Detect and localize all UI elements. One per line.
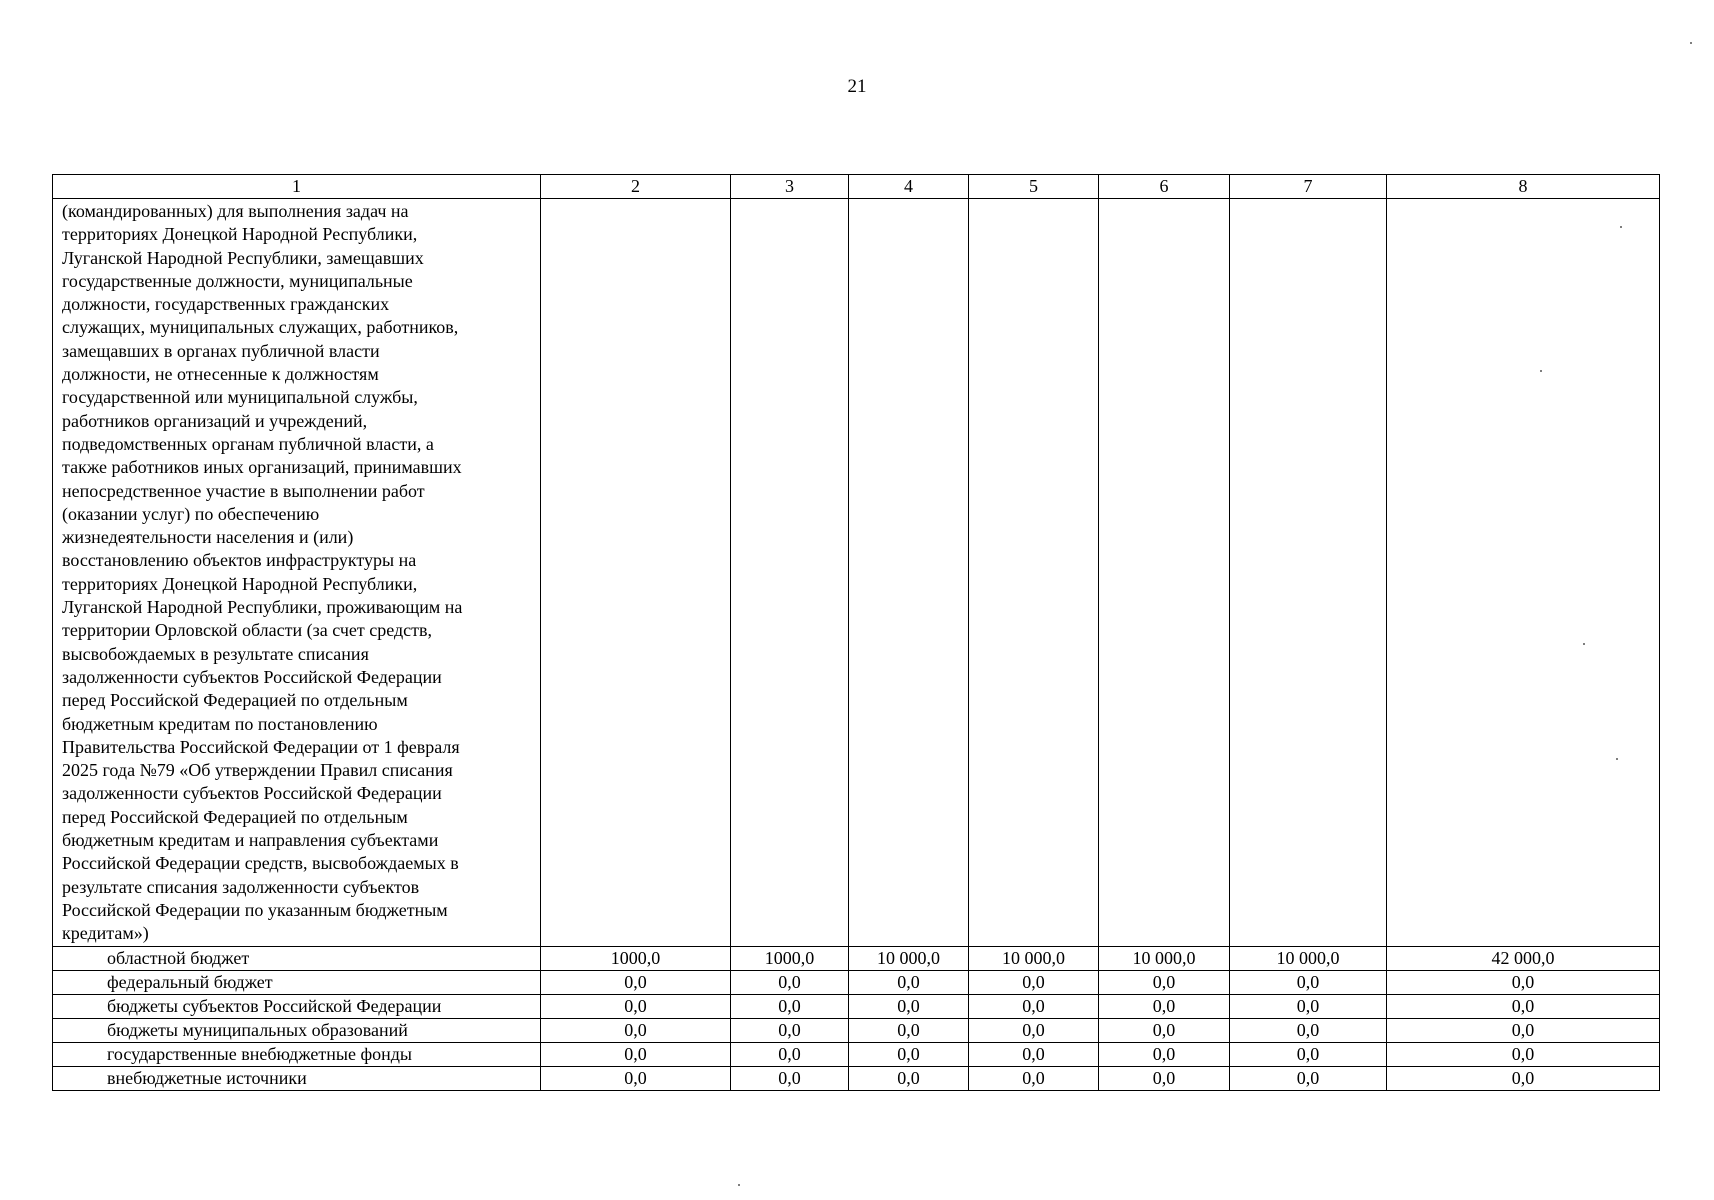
scan-speck <box>1690 42 1692 44</box>
table-cell: 10 000,0 <box>969 946 1099 970</box>
table-cell: 0,0 <box>731 1042 849 1066</box>
description-line: (оказании услуг) по обеспечению <box>62 503 320 524</box>
table-cell: 0,0 <box>1387 994 1660 1018</box>
column-header-5: 5 <box>969 175 1099 199</box>
description-line: работников организаций и учреждений, <box>62 410 368 431</box>
table-cell: 0,0 <box>1387 1018 1660 1042</box>
table-cell: 0,0 <box>1099 970 1230 994</box>
table-cell: 0,0 <box>731 1066 849 1090</box>
description-line: восстановлению объектов инфраструктуры на <box>62 550 417 571</box>
funding-source-label: внебюджетные источники <box>53 1066 541 1090</box>
table-cell: 0,0 <box>849 1018 969 1042</box>
description-line: должности, не отнесенные к должностям <box>62 364 379 385</box>
table-cell: 0,0 <box>849 970 969 994</box>
table-cell: 0,0 <box>1099 1018 1230 1042</box>
description-line: перед Российской Федерацией по отдельным <box>62 690 408 711</box>
column-header-3: 3 <box>731 175 849 199</box>
budget-table-container <box>52 174 1659 1091</box>
table-cell: 0,0 <box>541 994 731 1018</box>
scan-speck <box>1620 226 1622 228</box>
description-line: непосредственное участие в выполнении работ <box>62 480 425 501</box>
table-cell: 0,0 <box>969 994 1099 1018</box>
table-cell: 0,0 <box>849 994 969 1018</box>
empty-cell <box>969 199 1099 947</box>
column-header-1: 1 <box>53 175 541 199</box>
table-cell: 10 000,0 <box>849 946 969 970</box>
description-line: Луганской Народной Республики, замещавших <box>62 247 424 268</box>
table-row <box>53 994 1660 1018</box>
table-cell: 0,0 <box>731 970 849 994</box>
funding-source-label: бюджеты субъектов Российской Федерации <box>53 994 541 1018</box>
description-line: подведомственных органам публичной власти, а <box>62 433 434 454</box>
table-cell: 0,0 <box>969 1018 1099 1042</box>
description-line: бюджетным кредитам по постановлению <box>62 713 378 734</box>
empty-cell <box>849 199 969 947</box>
description-line: результате списания задолженности субъектов <box>62 876 420 897</box>
table-cell: 0,0 <box>1230 1018 1387 1042</box>
description-line: территориях Донецкой Народной Республики, <box>62 224 418 245</box>
description-line: территориях Донецкой Народной Республики, <box>62 573 418 594</box>
table-cell: 1000,0 <box>731 946 849 970</box>
page-number: 21 <box>847 76 867 97</box>
table-cell: 0,0 <box>731 994 849 1018</box>
funding-source-label: областной бюджет <box>53 946 541 970</box>
table-cell: 0,0 <box>969 970 1099 994</box>
table-cell: 0,0 <box>849 1042 969 1066</box>
description-line: служащих, муниципальных служащих, работников, <box>62 317 459 338</box>
table-cell: 0,0 <box>1099 1042 1230 1066</box>
table-cell: 0,0 <box>1387 970 1660 994</box>
description-line: Российской Федерации средств, высвобождаемых в <box>62 853 459 874</box>
empty-cell <box>731 199 849 947</box>
table-cell: 0,0 <box>1230 994 1387 1018</box>
table-cell: 0,0 <box>1230 970 1387 994</box>
table-cell: 10 000,0 <box>1099 946 1230 970</box>
table-cell: 0,0 <box>541 970 731 994</box>
table-cell: 0,0 <box>541 1066 731 1090</box>
empty-cell <box>541 199 731 947</box>
empty-cell <box>1387 199 1660 947</box>
description-line: задолженности субъектов Российской Федерации <box>62 666 442 687</box>
description-line: жизнедеятельности населения и (или) <box>62 527 354 548</box>
column-header-2: 2 <box>541 175 731 199</box>
description-line: высвобождаемых в результате списания <box>62 643 369 664</box>
table-cell: 0,0 <box>1099 994 1230 1018</box>
description-line: территории Орловской области (за счет средств, <box>62 620 433 641</box>
description-line: Правительства Российской Федерации от 1 февраля <box>62 736 460 757</box>
table-cell: 0,0 <box>1387 1042 1660 1066</box>
table-cell: 0,0 <box>969 1042 1099 1066</box>
description-line: Луганской Народной Республики, проживающим на <box>62 597 463 618</box>
description-line: замещавших в органах публичной власти <box>62 340 380 361</box>
description-row <box>53 199 1660 947</box>
table-cell: 1000,0 <box>541 946 731 970</box>
scan-speck <box>738 1184 740 1186</box>
scan-speck <box>1583 643 1585 645</box>
description-line: государственные должности, муниципальные <box>62 270 413 291</box>
funding-source-label: федеральный бюджет <box>53 970 541 994</box>
table-cell: 0,0 <box>1230 1042 1387 1066</box>
table-cell: 42 000,0 <box>1387 946 1660 970</box>
column-header-4: 4 <box>849 175 969 199</box>
empty-cell <box>1230 199 1387 947</box>
table-cell: 0,0 <box>731 1018 849 1042</box>
funding-source-label: государственные внебюджетные фонды <box>53 1042 541 1066</box>
table-row <box>53 1018 1660 1042</box>
table-cell: 0,0 <box>1099 1066 1230 1090</box>
table-cell: 0,0 <box>541 1018 731 1042</box>
empty-cell <box>1099 199 1230 947</box>
budget-table <box>52 174 1660 1091</box>
table-cell: 0,0 <box>849 1066 969 1090</box>
funding-source-label: бюджеты муниципальных образований <box>53 1018 541 1042</box>
description-line: (командированных) для выполнения задач на <box>62 201 409 221</box>
table-cell: 0,0 <box>969 1066 1099 1090</box>
table-cell: 0,0 <box>541 1042 731 1066</box>
column-header-8: 8 <box>1387 175 1660 199</box>
description-line: 2025 года №79 «Об утверждении Правил списания <box>62 760 453 781</box>
column-number-row <box>53 175 1660 199</box>
table-row <box>53 970 1660 994</box>
table-row <box>53 1066 1660 1090</box>
description-line: перед Российской Федерацией по отдельным <box>62 806 408 827</box>
table-cell: 10 000,0 <box>1230 946 1387 970</box>
description-line: также работников иных организаций, принимавших <box>62 457 462 478</box>
description-line: кредитам») <box>62 923 149 944</box>
measure-description <box>53 199 541 947</box>
column-header-7: 7 <box>1230 175 1387 199</box>
scan-speck <box>1616 758 1618 760</box>
column-header-6: 6 <box>1099 175 1230 199</box>
table-cell: 0,0 <box>1387 1066 1660 1090</box>
description-line: Российской Федерации по указанным бюджетным <box>62 899 448 920</box>
description-line: бюджетным кредитам и направления субъектами <box>62 830 439 851</box>
scan-speck <box>1540 370 1542 372</box>
table-row <box>53 1042 1660 1066</box>
description-line: задолженности субъектов Российской Федерации <box>62 783 442 804</box>
table-row <box>53 946 1660 970</box>
description-line: должности, государственных гражданских <box>62 294 390 315</box>
description-line: государственной или муниципальной службы, <box>62 387 418 408</box>
table-cell: 0,0 <box>1230 1066 1387 1090</box>
